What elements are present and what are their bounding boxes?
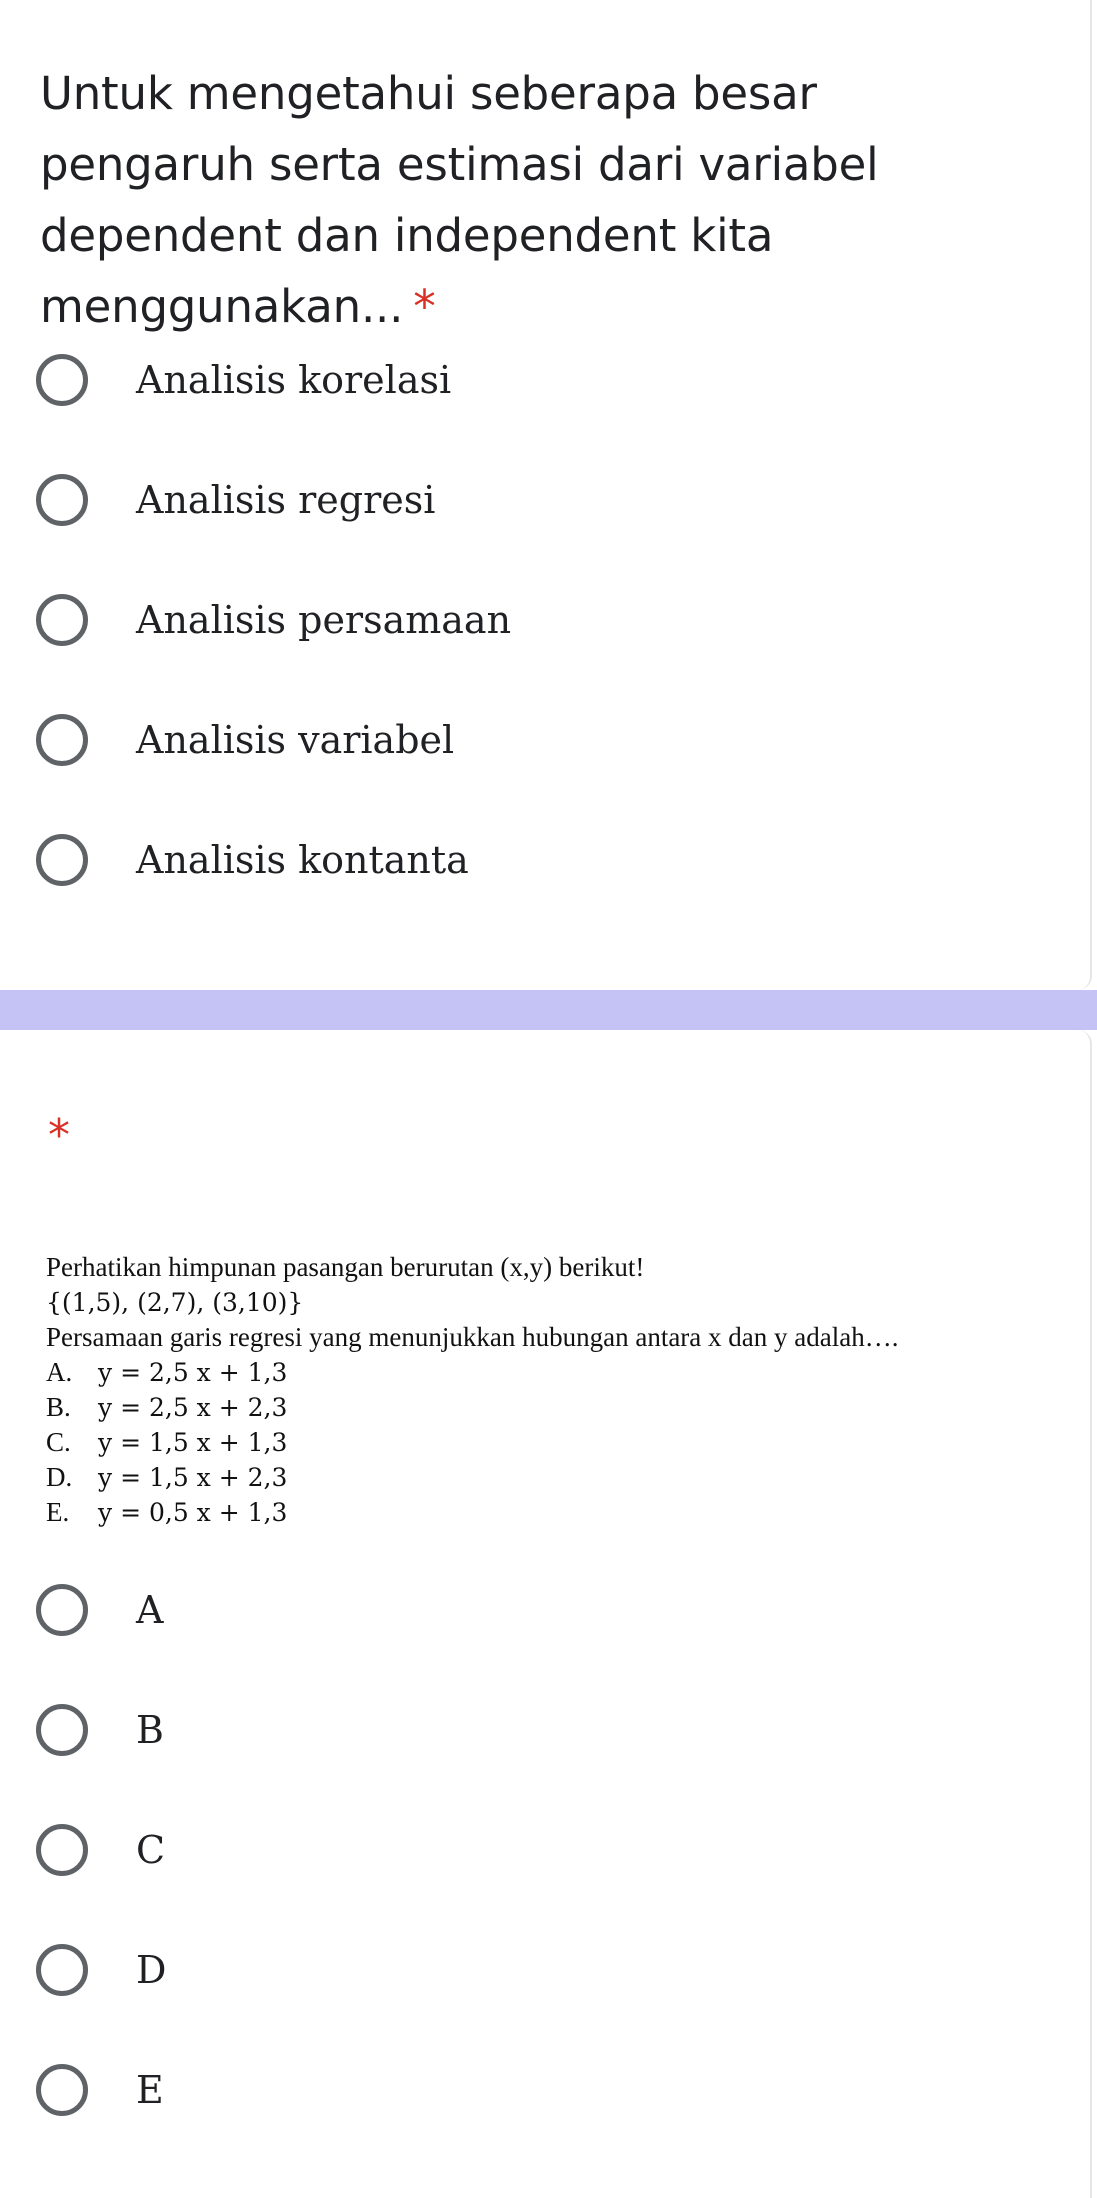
radio-button[interactable] — [36, 594, 88, 646]
choice-letter: C. — [46, 1427, 71, 1457]
question-1-text: Untuk mengetahui seberapa besar pengaruh serta estimasi dari variabel dependent dan independent kita menggunakan... — [40, 67, 879, 333]
problem-choice — [46, 1460, 1056, 1495]
option-analisis-persamaan[interactable] — [36, 580, 511, 660]
question-card-2 — [0, 1030, 1092, 2198]
question-card-1 — [0, 0, 1092, 990]
choice-equation: y = 2,5 x + 1,3 — [98, 1358, 288, 1387]
radio-button[interactable] — [36, 1944, 88, 1996]
option-b[interactable] — [36, 1690, 164, 1770]
option-label: Analisis variabel — [136, 718, 455, 762]
problem-choice — [46, 1425, 1056, 1460]
problem-choice — [46, 1495, 1056, 1530]
radio-button[interactable] — [36, 834, 88, 886]
option-analisis-korelasi[interactable] — [36, 340, 451, 420]
option-label: Analisis regresi — [136, 478, 436, 522]
required-asterisk: * — [413, 280, 436, 333]
radio-button[interactable] — [36, 1704, 88, 1756]
radio-button[interactable] — [36, 474, 88, 526]
option-c[interactable] — [36, 1810, 165, 1890]
choice-equation: y = 1,5 x + 1,3 — [98, 1428, 288, 1457]
problem-choice — [46, 1390, 1056, 1425]
choice-letter: D. — [46, 1462, 73, 1492]
choice-equation: y = 1,5 x + 2,3 — [98, 1463, 288, 1492]
problem-choice — [46, 1355, 1056, 1390]
problem-prompt: Persamaan garis regresi yang menunjukkan hubungan antara x dan y adalah…. — [46, 1322, 899, 1352]
option-analisis-variabel[interactable] — [36, 700, 454, 780]
option-label: E — [136, 2068, 164, 2112]
choice-letter: B. — [46, 1392, 71, 1422]
option-label: Analisis persamaan — [136, 598, 512, 642]
option-label: D — [136, 1948, 167, 1992]
option-label: C — [136, 1828, 166, 1872]
choice-letter: E. — [46, 1497, 70, 1527]
required-asterisk: * — [48, 1110, 70, 1161]
radio-button[interactable] — [36, 2064, 88, 2116]
option-analisis-regresi[interactable] — [36, 460, 435, 540]
choice-equation: y = 0,5 x + 1,3 — [98, 1498, 288, 1527]
choice-equation: y = 2,5 x + 2,3 — [98, 1393, 288, 1422]
option-a[interactable] — [36, 1570, 163, 1650]
radio-button[interactable] — [36, 1584, 88, 1636]
problem-set: {(1,5), (2,7), (3,10)} — [46, 1288, 304, 1317]
question-1-title — [40, 58, 1030, 342]
option-label: B — [136, 1708, 164, 1752]
radio-button[interactable] — [36, 1824, 88, 1876]
radio-button[interactable] — [36, 714, 88, 766]
option-analisis-kontanta[interactable] — [36, 820, 469, 900]
radio-button[interactable] — [36, 354, 88, 406]
problem-intro: Perhatikan himpunan pasangan berurutan (x,y) berikut! — [46, 1252, 645, 1282]
option-label: A — [136, 1588, 164, 1632]
option-label: Analisis korelasi — [136, 358, 452, 402]
question-2-problem-image — [46, 1250, 1056, 1530]
choice-letter: A. — [46, 1357, 73, 1387]
option-d[interactable] — [36, 1930, 166, 2010]
option-e[interactable] — [36, 2050, 164, 2130]
section-divider — [0, 990, 1097, 1030]
option-label: Analisis kontanta — [136, 838, 469, 882]
